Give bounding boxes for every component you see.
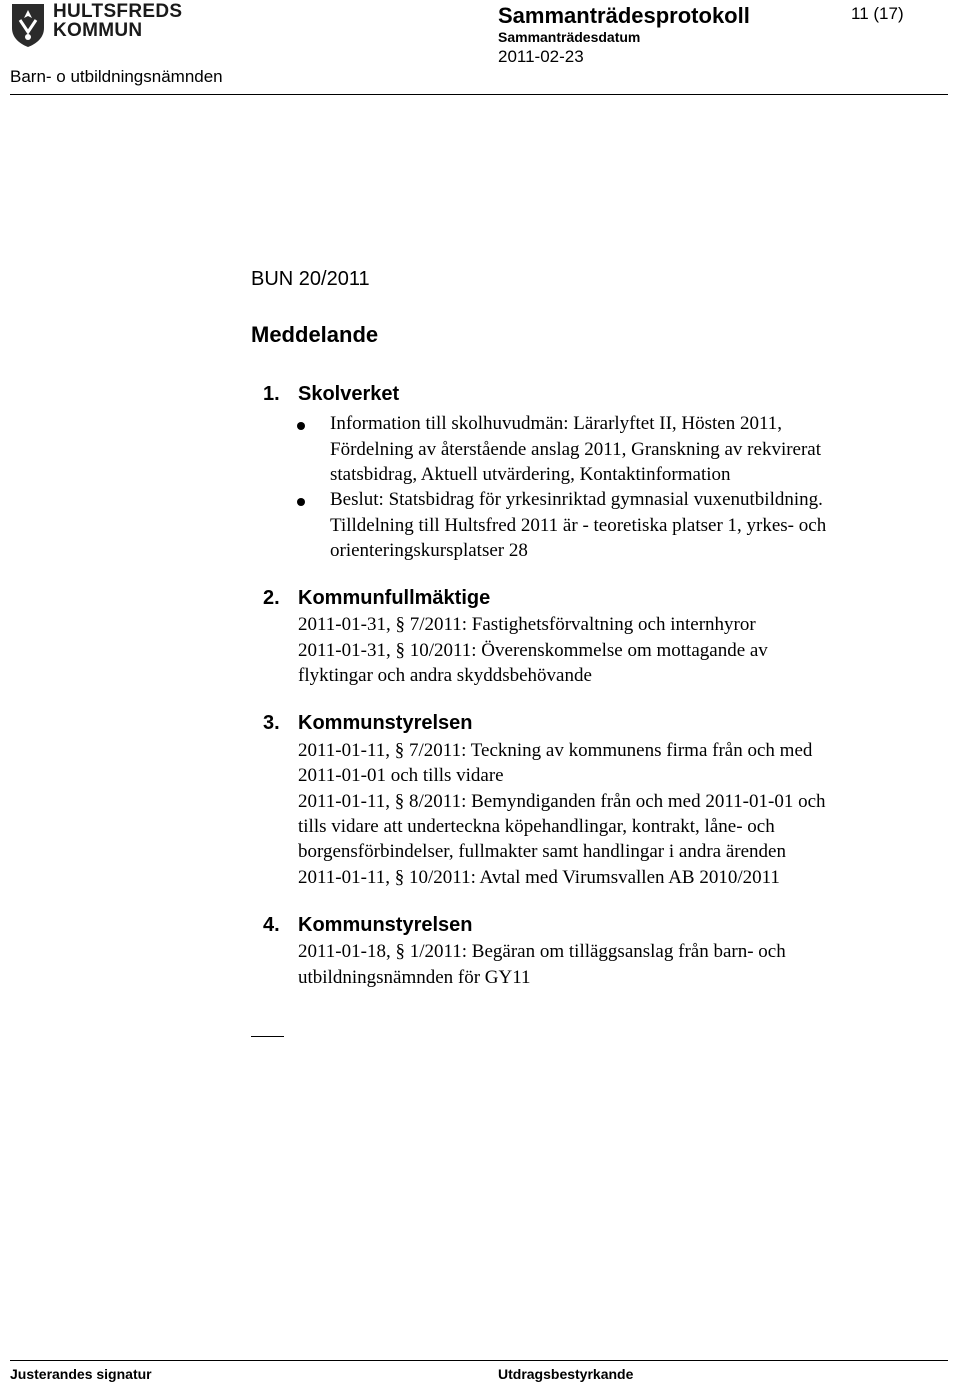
entry-date: 2011-01-31, (298, 614, 391, 635)
end-divider (251, 1036, 284, 1037)
paragraph-sign: § (395, 941, 405, 962)
meeting-date: 2011-02-23 (498, 47, 584, 66)
entry-text: 7/2011: Fastighetsförvaltning och internhyror (409, 614, 756, 635)
entry-line (298, 939, 786, 965)
paragraph-sign: § (394, 740, 405, 761)
entry-text: 8/2011: Bemyndiganden från och med 2011-01-01 och (409, 791, 826, 812)
coat-of-arms-icon (10, 2, 46, 48)
bullet-1-line-3: statsbidrag, Aktuell utvärdering, Kontaktinformation (330, 464, 731, 485)
entry-line (298, 865, 780, 891)
entry-line-continued: borgensförbindelser, fullmakter samt handlingar i andra ärenden (298, 841, 786, 862)
entry-date: 2011-01-18, (298, 941, 391, 962)
section-name: Kommunstyrelsen (298, 914, 473, 936)
section-name: Kommunstyrelsen (298, 712, 473, 734)
committee-name: Barn- o utbildningsnämnden (10, 67, 223, 86)
bullet-1-line-1: Information till skolhuvudmän: Lärarlyftet II, Hösten 2011, (330, 413, 783, 434)
entry-date: 2011-01-31, (298, 640, 391, 661)
meeting-date-label: Sammanträdesdatum (498, 29, 641, 45)
section-number: 2. (263, 587, 280, 609)
paragraph-sign: § (395, 640, 405, 661)
bullet-2-line-1: Beslut: Statsbidrag för yrkesinriktad gymnasial vuxenutbildning. (330, 489, 823, 510)
entry-text: 1/2011: Begäran om tilläggsanslag från barn- och (409, 941, 786, 962)
page-number: 11 (17) (851, 4, 904, 23)
entry-date: 2011-01-11, (298, 791, 390, 812)
signature-label: Justerandes signatur (10, 1366, 152, 1382)
paragraph-sign: § (394, 791, 405, 812)
logo-line-1: HULTSFREDS (53, 1, 183, 22)
section-number: 3. (263, 712, 280, 734)
bullet-2-line-2: Tilldelning till Hultsfred 2011 är - teoretiska platser 1, yrkes- och (330, 515, 827, 536)
case-title: Meddelande (251, 322, 379, 347)
section-name: Kommunfullmäktige (298, 587, 491, 609)
entry-line-continued: utbildningsnämnden för GY11 (298, 967, 531, 988)
entry-line (298, 789, 826, 815)
footer-divider (10, 1360, 948, 1361)
logo-line-2: KOMMUN (53, 20, 143, 41)
paragraph-sign: § (395, 614, 405, 635)
section-number: 1. (263, 383, 280, 405)
paragraph-sign: § (394, 867, 405, 888)
case-number: BUN 20/2011 (251, 268, 370, 290)
entry-line (298, 612, 756, 638)
entry-line-continued: 2011-01-01 och tills vidare (298, 765, 504, 786)
bullet-icon (297, 422, 305, 430)
entry-line-continued: flyktingar och andra skyddsbehövande (298, 665, 592, 686)
entry-line (298, 638, 768, 664)
document-title: Sammanträdesprotokoll (498, 3, 750, 28)
header-divider (10, 94, 948, 95)
section-name: Skolverket (298, 383, 400, 405)
entry-text: 7/2011: Teckning av kommunens firma från och med (409, 740, 813, 761)
bullet-icon (297, 498, 305, 506)
bullet-2-line-3: orienteringskursplatser 28 (330, 540, 528, 561)
entry-line (298, 738, 812, 764)
certification-label: Utdragsbestyrkande (498, 1366, 634, 1382)
bullet-1-line-2: Fördelning av återstående anslag 2011, Granskning av rekvirerat (330, 439, 822, 460)
entry-line-continued: tills vidare att underteckna köpehandlingar, kontrakt, låne- och (298, 816, 775, 837)
municipality-logo (10, 2, 185, 50)
entry-text: 10/2011: Överenskommelse om mottagande av (409, 640, 768, 661)
section-number: 4. (263, 914, 280, 936)
entry-text: 10/2011: Avtal med Virumsvallen AB 2010/2011 (409, 867, 780, 888)
entry-date: 2011-01-11, (298, 867, 390, 888)
entry-date: 2011-01-11, (298, 740, 390, 761)
